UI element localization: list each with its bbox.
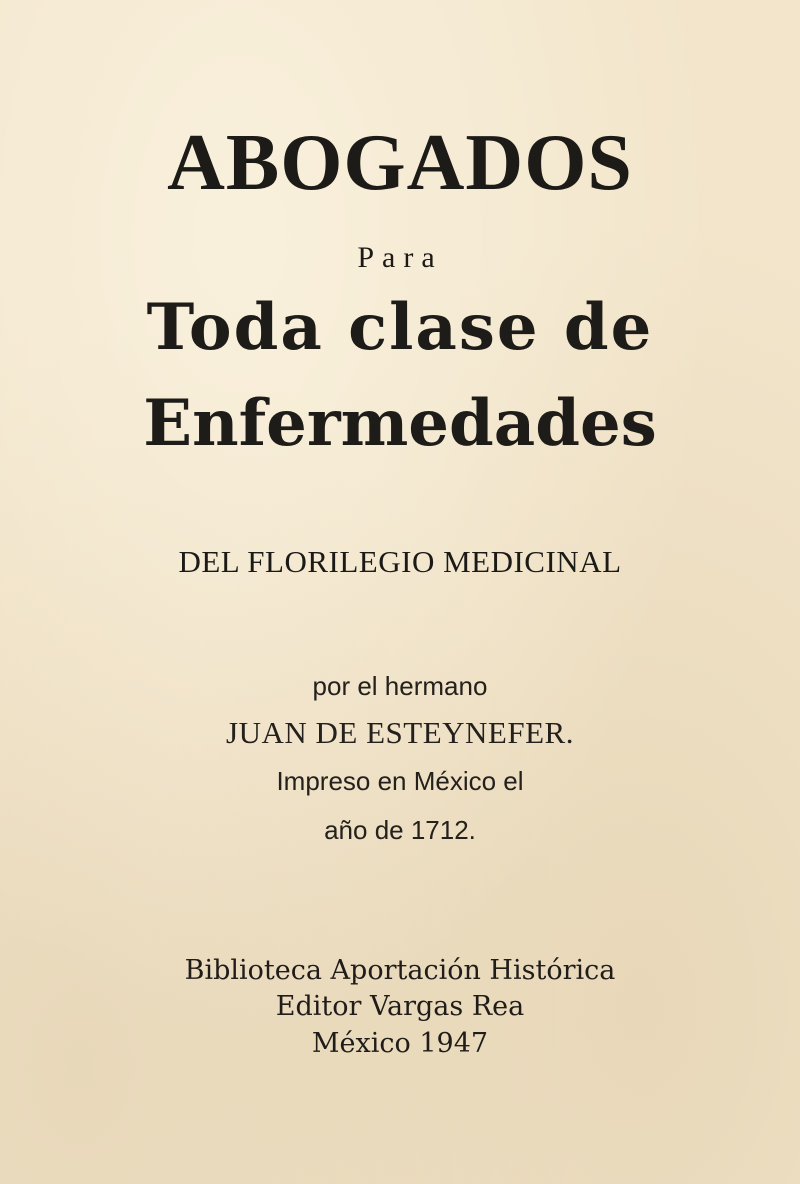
imprint-place-year: México 1947 <box>311 1028 489 1059</box>
printing-note-line-2: año de 1712. <box>324 815 476 845</box>
subtitle-line-2: Enfermedades <box>143 386 657 461</box>
title-connector: Para <box>357 241 443 274</box>
printing-note-line-1: Impreso en México el <box>276 766 524 796</box>
imprint-publisher: Editor Vargas Rea <box>275 991 525 1022</box>
subtitle-line-1: Toda clase de <box>146 290 654 365</box>
imprint-series: Biblioteca Aportación Histórica <box>184 955 616 986</box>
author-name: JUAN DE ESTEYNEFER. <box>226 715 574 750</box>
author-intro: por el hermano <box>312 671 488 701</box>
source-work: DEL FLORILEGIO MEDICINAL <box>178 544 622 579</box>
book-title: ABOGADOS <box>167 119 633 207</box>
